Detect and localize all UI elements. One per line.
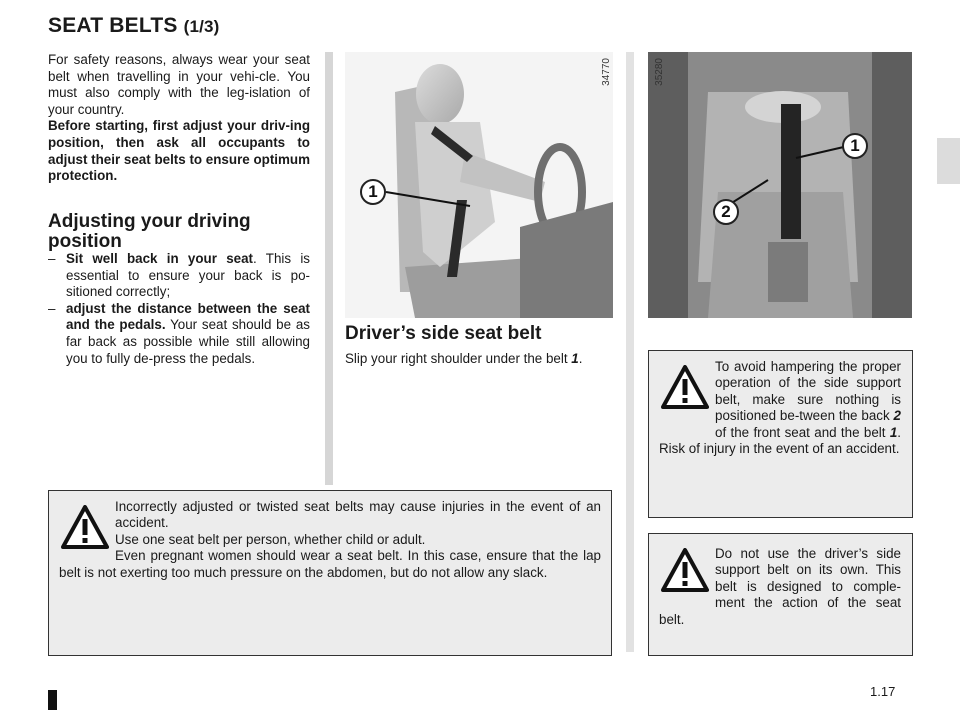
callout-1: 1	[842, 133, 868, 159]
adjusting-heading: Adjusting your driving position	[48, 211, 251, 252]
warning-side-support-text: To avoid hampering the proper operation of the side support belt, make sure nothing is positioned be-tween the back 2 of the front seat and the belt 1. Risk of injury in the event of an accident.	[659, 359, 901, 457]
warning-box-side-support	[648, 350, 913, 518]
callout-2: 2	[713, 199, 739, 225]
callout-line	[372, 184, 472, 214]
column-divider	[626, 52, 634, 652]
page-title: SEAT BELTS (1/3)	[48, 14, 220, 37]
list-item: – adjust the distance between the seat and the pedals. Your seat should be as far back as possible while still allowing you to fully de-press the pedals.	[48, 300, 310, 366]
drivers-belt-text: Slip your right shoulder under the belt 1.	[345, 351, 583, 366]
intro-bold: Before starting, first adjust your driv-ing position, then ask all occupants to adjust their seat belts to ensure optimum protection.	[48, 118, 310, 184]
image-id: 34770	[601, 58, 612, 86]
page-marker	[48, 690, 57, 710]
title-part: (1/3)	[183, 17, 220, 36]
warning-driver-side-text: Do not use the driver’s side support belt on its own. This belt is designed to comple-ment the action of the seat belt.	[659, 546, 901, 627]
section-tab	[937, 138, 960, 184]
drivers-belt-heading: Driver’s side seat belt	[345, 323, 542, 344]
warning-box-driver-side	[648, 533, 913, 656]
list-item: – Sit well back in your seat. This is essential to ensure your back is po-sitioned correctly;	[48, 251, 311, 300]
image-id: 35280	[654, 58, 665, 86]
intro-text	[48, 52, 310, 185]
warning-incorrect-text: Incorrectly adjusted or twisted seat belts may cause injuries in the event of an accident. Use one seat belt per person, whether child or adult. Even pregnant women should wear a seat belt. In this case, ensure that the lap belt is not exerting too much pressure on the abdomen, but do not allow any slack.	[59, 499, 601, 580]
column-divider	[325, 52, 333, 485]
callout-1: 1	[360, 179, 386, 205]
callout-lines	[730, 140, 860, 220]
intro-normal: For safety reasons, always wear your seat belt when travelling in your vehi-cle. You must also comply with the leg-islation of your country.	[48, 52, 310, 117]
warning-box-incorrect-belts	[48, 490, 612, 656]
adjusting-list	[48, 251, 310, 367]
page-number: 1.17	[870, 684, 896, 699]
